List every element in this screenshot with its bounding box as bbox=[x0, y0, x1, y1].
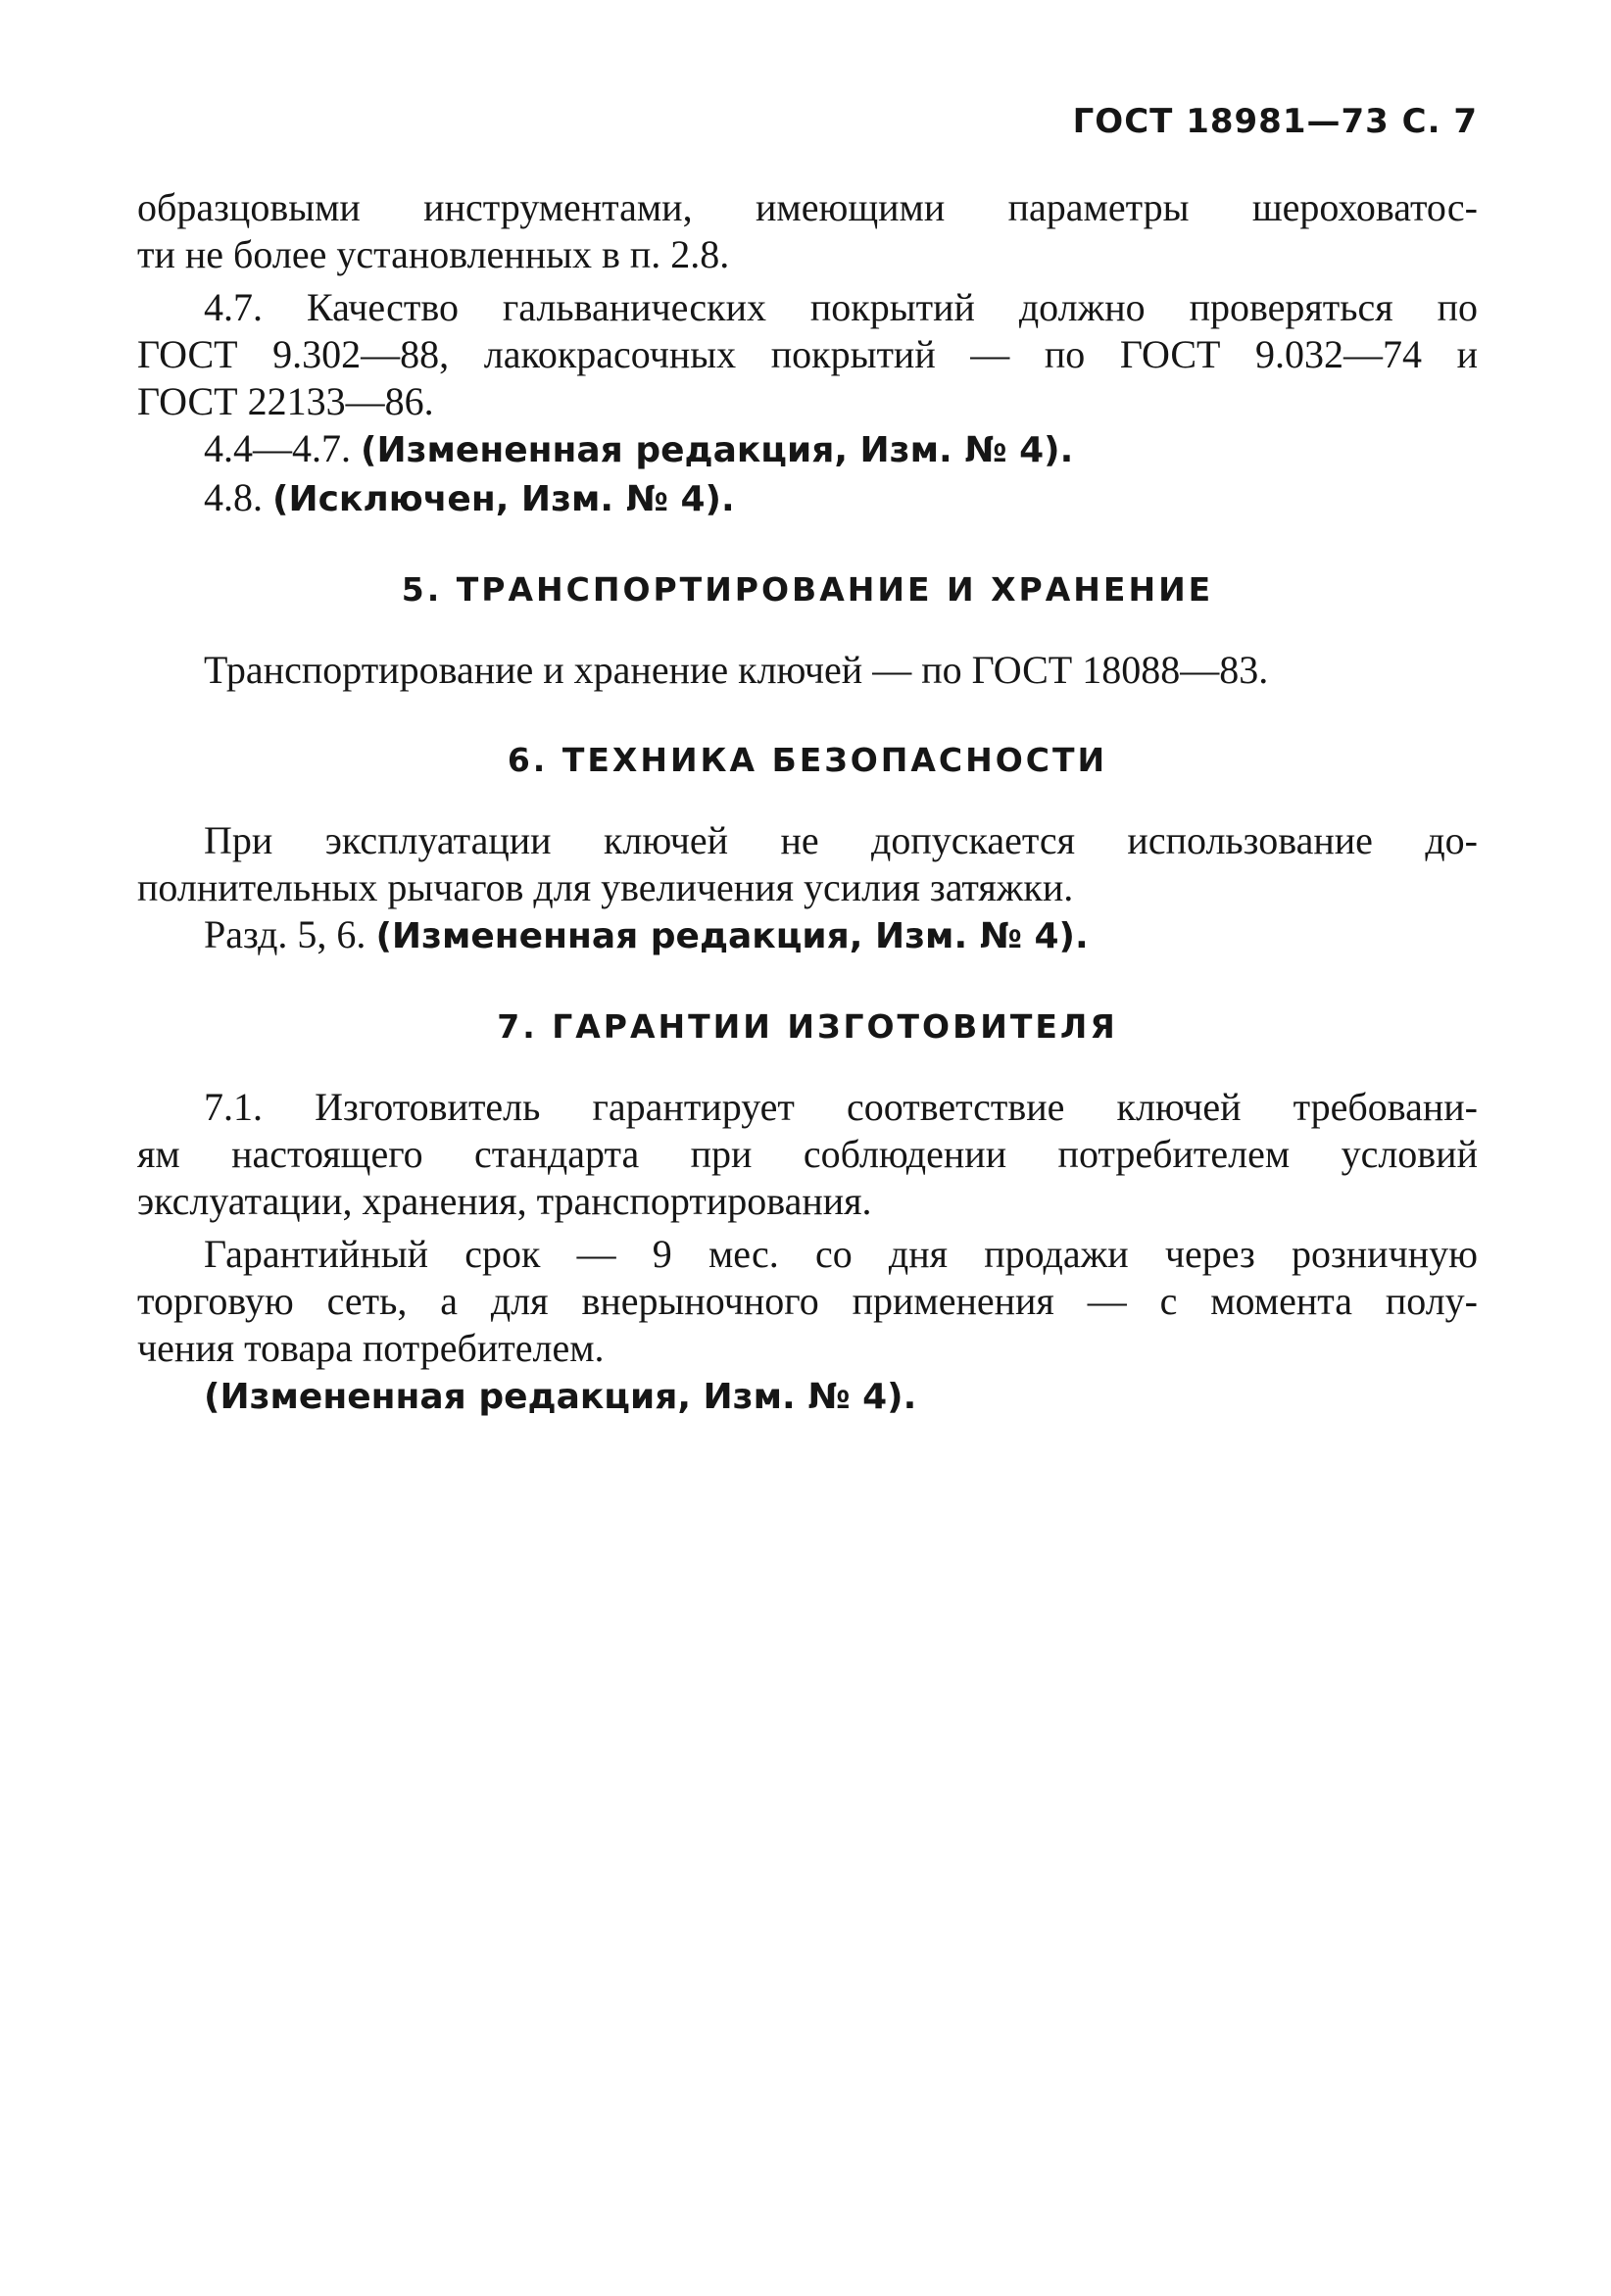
paragraph-safety bbox=[137, 817, 1478, 911]
amendment-note-section-7 bbox=[137, 1372, 1478, 1421]
text-line: ГОСТ 22133—86. bbox=[137, 379, 434, 423]
amendment-text: (Измененная редакция, Изм. № 4). bbox=[375, 916, 1089, 956]
text-line: торговую сеть, а для внерыночного применения — с момента полу- bbox=[137, 1279, 1478, 1323]
text-line: 4.7. Качество гальванических покрытий должно проверяться по bbox=[204, 285, 1478, 329]
paragraph-continuation bbox=[137, 184, 1478, 278]
amendment-number: 4.4—4.7. bbox=[204, 426, 351, 470]
text-line: ям настоящего стандарта при соблюдении потребителем условий bbox=[137, 1132, 1478, 1176]
section-heading-5: 5. ТРАНСПОРТИРОВАНИЕ И ХРАНЕНИЕ bbox=[401, 570, 1214, 609]
page-header: ГОСТ 18981—73 С. 7 bbox=[1072, 102, 1478, 141]
text-line: 7.1. Изготовитель гарантирует соответствие ключей требовани- bbox=[204, 1085, 1478, 1129]
text-line: чения товара потребителем. bbox=[137, 1326, 605, 1370]
amendment-note-4-8 bbox=[137, 474, 1478, 523]
text-line: образцовыми инструментами, имеющими параметры шероховатос- bbox=[137, 185, 1478, 229]
text-line: экслуатации, хранения, транспортирования. bbox=[137, 1179, 872, 1223]
amendment-number: 4.8. bbox=[204, 475, 263, 519]
text-line: полнительных рычагов для увеличения усилия затяжки. bbox=[137, 865, 1074, 909]
section-heading-6: 6. ТЕХНИКА БЕЗОПАСНОСТИ bbox=[507, 741, 1108, 779]
section-heading-7: 7. ГАРАНТИИ ИЗГОТОВИТЕЛЯ bbox=[497, 1007, 1118, 1046]
paragraph-4-7 bbox=[137, 284, 1478, 425]
text-line: Транспортирование и хранение ключей — по ГОСТ 18088—83. bbox=[204, 648, 1269, 692]
text-line: ГОСТ 9.302—88, лакокрасочных покрытий — по ГОСТ 9.032—74 и bbox=[137, 332, 1478, 376]
amendment-text: (Измененная редакция, Изм. № 4). bbox=[204, 1377, 917, 1417]
text-line: ти не более установленных в п. 2.8. bbox=[137, 232, 730, 276]
amendment-text: (Измененная редакция, Изм. № 4). bbox=[361, 430, 1074, 470]
amendment-number: Разд. 5, 6. bbox=[204, 912, 366, 956]
amendment-note-4-4 bbox=[137, 425, 1478, 474]
text-line: Гарантийный срок — 9 мес. со дня продажи через розничную bbox=[204, 1232, 1478, 1276]
amendment-note-sections-5-6 bbox=[137, 911, 1478, 960]
document-body bbox=[137, 184, 1478, 1421]
paragraph-7-1 bbox=[137, 1084, 1478, 1225]
amendment-text: (Исключен, Изм. № 4). bbox=[272, 479, 735, 519]
text-line: При эксплуатации ключей не допускается использование до- bbox=[204, 818, 1478, 862]
paragraph-warranty bbox=[137, 1231, 1478, 1372]
